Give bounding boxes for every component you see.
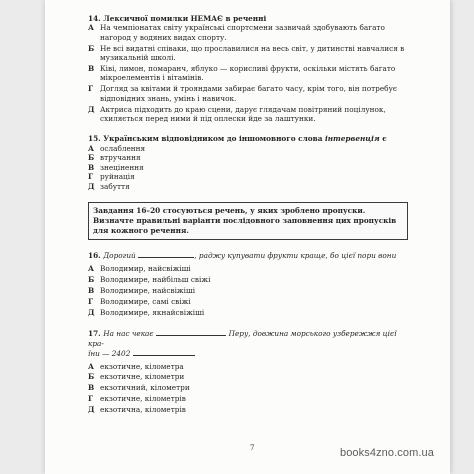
- option-letter: Б: [88, 372, 95, 382]
- question-17-options: [88, 362, 408, 415]
- question-14: [88, 14, 408, 123]
- question-15-keyword: інтервенція: [324, 134, 380, 144]
- question-16-number: 16.: [88, 250, 101, 260]
- option-text: Володимире, самі свіжі: [100, 297, 191, 307]
- question-16-title: [88, 250, 408, 260]
- option-v[interactable]: [88, 64, 408, 83]
- option-letter: А: [88, 264, 94, 274]
- option-letter: Г: [88, 297, 94, 307]
- option-h[interactable]: [88, 297, 408, 306]
- option-text: знецінення: [100, 162, 144, 172]
- option-b[interactable]: [88, 372, 408, 381]
- option-h[interactable]: [88, 84, 408, 103]
- option-b[interactable]: [88, 153, 408, 162]
- option-letter: В: [88, 286, 95, 296]
- question-17-line2: [88, 348, 408, 358]
- option-text: екзотичне, кілометрів: [100, 394, 186, 404]
- option-text: Не всі видатні співаки, що прославилися на весь світ, у дитинстві навчалися в музикальній школі.: [100, 43, 405, 63]
- question-14-options: [88, 23, 408, 123]
- option-v[interactable]: [88, 286, 408, 295]
- option-text: Володимир, найсвіжіші: [100, 264, 191, 274]
- option-text: екзотичне, кілометри: [100, 372, 185, 382]
- question-16: [88, 250, 408, 317]
- option-b[interactable]: [88, 44, 408, 63]
- option-d[interactable]: [88, 308, 408, 317]
- question-15-options: [88, 144, 408, 191]
- question-17-after: Перу, довжина морського узбережжя цієї кра-: [88, 329, 397, 348]
- option-letter: А: [88, 361, 94, 371]
- option-d[interactable]: [88, 182, 408, 191]
- option-letter: Г: [88, 172, 94, 182]
- option-letter: Д: [88, 307, 95, 317]
- option-a[interactable]: [88, 264, 408, 273]
- question-15: [88, 134, 408, 190]
- option-letter: Б: [88, 153, 95, 163]
- question-17: [88, 328, 408, 414]
- option-text: Володимире, найбільш свіжі: [100, 275, 211, 285]
- page-number: 7: [250, 444, 255, 452]
- option-text: екзотична, кілометрів: [100, 405, 186, 415]
- task-16-20-instructions: Завдання 16–20 стосуються речень, у яких зроблено пропуски. Визначте правильні варіанти послідовного заповнення цих пропусків для кожного речення.: [88, 202, 408, 240]
- option-letter: А: [88, 23, 94, 33]
- option-letter: Б: [88, 275, 95, 285]
- option-text: забуття: [100, 181, 130, 191]
- option-d[interactable]: [88, 405, 408, 414]
- option-h[interactable]: [88, 172, 408, 181]
- option-text: На чемпіонатах світу українські спортсмени зазвичай здобувають багато нагород у водяних видах спорту.: [100, 23, 385, 42]
- test-content: [88, 14, 408, 426]
- option-letter: Г: [88, 394, 94, 404]
- option-letter: А: [88, 143, 94, 153]
- question-17-blank-2: [133, 348, 195, 356]
- option-text: Ківі, лимон, помаранч, яблуко — корисливі фрукти, оскільки містять багато мікроелементів і вітамінів.: [100, 64, 396, 83]
- option-text: ослаблення: [100, 143, 146, 153]
- option-h[interactable]: [88, 394, 408, 403]
- option-v[interactable]: [88, 163, 408, 172]
- option-d[interactable]: [88, 105, 408, 124]
- question-16-options: [88, 264, 408, 317]
- question-16-blank: [138, 250, 194, 258]
- question-17-line2-text: їни — 2402: [88, 349, 131, 359]
- option-letter: В: [88, 64, 95, 74]
- option-letter: В: [88, 383, 95, 393]
- option-text: Володимире, найсвіжіші: [100, 286, 196, 296]
- question-17-title: [88, 328, 408, 348]
- option-letter: Д: [88, 104, 95, 114]
- question-14-title: 14. Лексичної помилки НЕМАЄ в реченні: [88, 14, 267, 23]
- option-a[interactable]: [88, 23, 408, 42]
- option-letter: Д: [88, 405, 95, 415]
- option-text: Догляд за квітами й трояндами забирає багато часу, крім того, він потребує відповідних знань, умінь і навичок.: [100, 84, 397, 103]
- document-page: [45, 0, 450, 474]
- option-text: Володимире, якнайсвіжіші: [100, 307, 205, 317]
- option-b[interactable]: [88, 275, 408, 284]
- option-letter: В: [88, 162, 95, 172]
- option-text: Актриса підходить до краю сцени, дарує глядачам повітряний поцілунок, схиляється перед ними й під оплески йде за лаштунки.: [100, 104, 386, 124]
- question-17-number: 17.: [88, 329, 101, 339]
- option-letter: Г: [88, 84, 94, 94]
- question-17-before: На нас чекає: [103, 329, 154, 339]
- site-watermark: books4zno.com.ua: [340, 447, 434, 459]
- question-16-after: , раджу купувати фрукти краще, бо цієї пори вони: [194, 250, 397, 260]
- question-15-title-suffix: є: [379, 134, 387, 144]
- question-16-before: Дорогий: [103, 250, 136, 260]
- option-text: руйнація: [100, 172, 135, 182]
- option-letter: Б: [88, 43, 95, 53]
- option-text: екзотичне, кілометра: [100, 361, 184, 371]
- option-v[interactable]: [88, 383, 408, 392]
- option-letter: Д: [88, 181, 95, 191]
- option-a[interactable]: [88, 144, 408, 153]
- option-text: екзотичний, кілометри: [100, 383, 190, 393]
- option-text: втручання: [100, 153, 141, 163]
- question-15-title-prefix: 15. Українським відповідником до іншомовного слова: [88, 134, 325, 144]
- question-15-title: [88, 134, 408, 143]
- option-a[interactable]: [88, 362, 408, 371]
- question-17-blank: [156, 328, 226, 336]
